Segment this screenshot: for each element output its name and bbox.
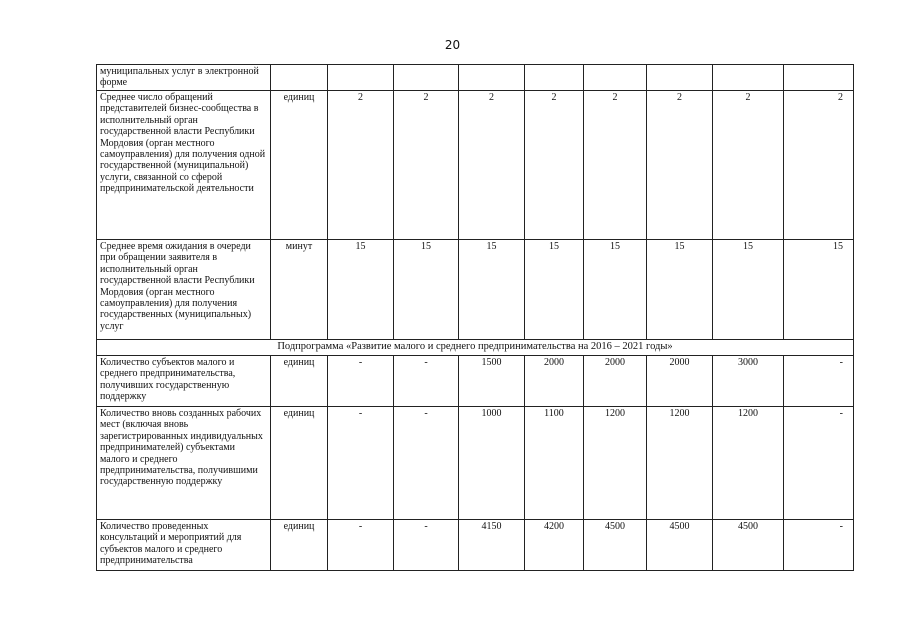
indicator-unit: минут [271,240,328,340]
indicator-value: - [394,356,459,407]
subprogram-title: Подпрограмма «Развитие малого и среднего предпринимательства на 2016 – 2021 годы» [97,340,854,356]
indicator-value: - [328,407,394,520]
indicator-name: Среднее время ожидания в очереди при обращении заявителя в исполнительный орган государственной власти Республики Мордовия (орган местного самоуправления) для получения государственных (муниципальных) услуг [97,240,271,340]
indicator-name: Количество проведенных консультаций и мероприятий для субъектов малого и среднего предпринимательства [97,520,271,571]
indicator-value: 2000 [584,356,647,407]
indicator-value: 4500 [647,520,713,571]
indicator-value [459,65,525,91]
indicator-unit [271,65,328,91]
table-row [97,356,854,407]
indicator-value: 2 [713,91,784,240]
indicator-unit: единиц [271,407,328,520]
indicator-value: 15 [584,240,647,340]
indicator-name: муниципальных услуг в электронной форме [97,65,271,91]
indicator-value: - [784,356,854,407]
indicator-value: - [394,407,459,520]
indicator-value: 15 [784,240,854,340]
indicator-value: - [784,520,854,571]
indicator-name: Среднее число обращений представителей бизнес-сообщества в исполнительный орган государственной власти Республики Мордовия (орган местного самоуправления) для получения одной государственной (муниципальной) услуги, связанной со сферой предпринимательской деятельности [97,91,271,240]
indicator-value: 2 [459,91,525,240]
indicator-value: 1500 [459,356,525,407]
indicator-value [328,65,394,91]
indicator-value: 1200 [713,407,784,520]
indicator-value: 15 [713,240,784,340]
indicator-value: 4500 [584,520,647,571]
indicator-value: 2000 [525,356,584,407]
indicator-value: 15 [328,240,394,340]
table-row [97,340,854,356]
indicator-value [394,65,459,91]
table-row [97,91,854,240]
indicator-value: 3000 [713,356,784,407]
indicator-name: Количество субъектов малого и среднего предпринимательства, получивших государственную поддержку [97,356,271,407]
indicator-value: 4500 [713,520,784,571]
indicator-value: 2 [525,91,584,240]
indicator-value: - [394,520,459,571]
indicator-value: 2 [784,91,854,240]
indicator-value: 1100 [525,407,584,520]
indicator-value: 2 [584,91,647,240]
indicator-unit: единиц [271,356,328,407]
indicator-value: 2 [647,91,713,240]
indicator-value: - [328,356,394,407]
indicator-value [713,65,784,91]
indicator-value: 2 [328,91,394,240]
indicator-value: 15 [647,240,713,340]
indicator-unit: единиц [271,91,328,240]
indicator-value [525,65,584,91]
page-number: 20 [444,38,461,52]
indicator-value [584,65,647,91]
indicator-value [647,65,713,91]
indicator-value: 15 [394,240,459,340]
indicator-value: 1200 [584,407,647,520]
indicator-value: 1200 [647,407,713,520]
table-row [97,240,854,340]
indicator-name: Количество вновь созданных рабочих мест (включая вновь зарегистрированных индивидуальных предпринимателей) субъектами малого и среднего предпринимательства, получившими государственную поддержку [97,407,271,520]
indicator-value [784,65,854,91]
indicators-table [96,64,854,571]
indicator-value: 1000 [459,407,525,520]
table-row [97,520,854,571]
indicator-value: 15 [459,240,525,340]
indicator-value: 2 [394,91,459,240]
table-row [97,407,854,520]
indicator-value: 2000 [647,356,713,407]
table-row [97,65,854,91]
indicator-value: 15 [525,240,584,340]
indicator-value: - [784,407,854,520]
indicator-unit: единиц [271,520,328,571]
indicator-value: - [328,520,394,571]
indicator-value: 4150 [459,520,525,571]
indicator-value: 4200 [525,520,584,571]
